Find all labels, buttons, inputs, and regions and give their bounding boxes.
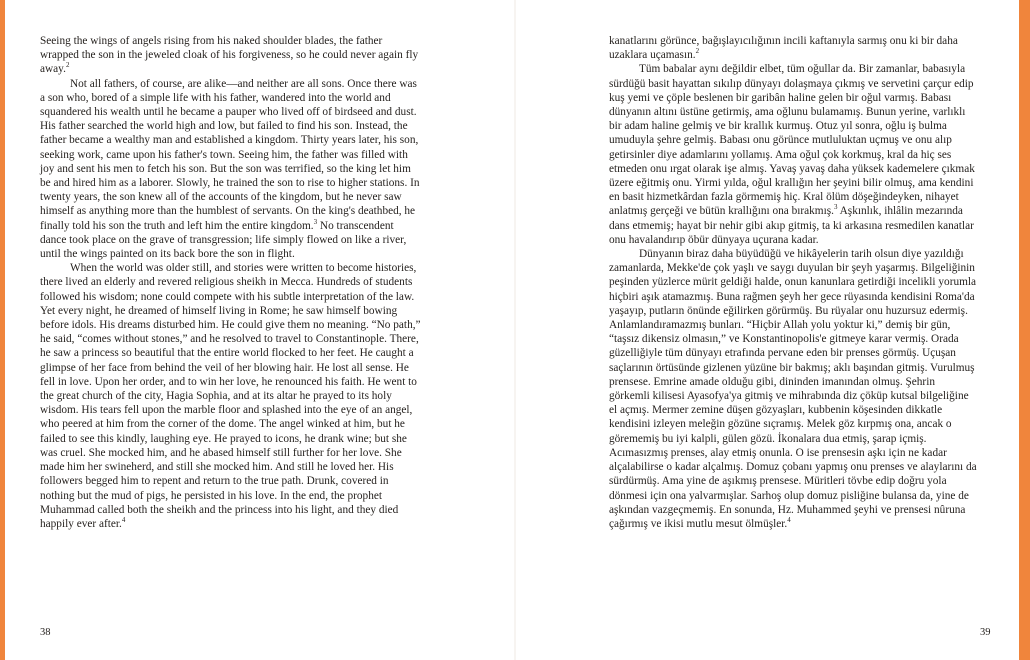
left-page-edge <box>0 0 5 660</box>
right-page-text <box>609 34 978 531</box>
right-paragraph-1: kanatlarını görünce, bağışlayıcılığının incili kaftanıyla sarmış onu ki bir daha uzaklara uçamasın.$^2$ <box>609 35 958 62</box>
page-gutter <box>514 0 516 660</box>
footnote-marker: 3 <box>833 203 838 212</box>
footnote-marker: 4 <box>121 516 126 525</box>
footnote-marker: 4 <box>787 516 791 525</box>
right-page-edge <box>1019 0 1030 660</box>
left-page-text <box>40 34 422 531</box>
left-paragraph-2: Not all fathers, of course, are alike—and neither are all sons. Once there was a son who, bored of a simple life with his father, wandered into the world and squandered his wealth until he became a pauper who lived off of birdseed and dust. His father searched the world high and low, but failed to find his son. Instead, the father became a wealthy man and established a kingdom. Thirty years later, his son, seeking work, came upon his father's town. Seeing him, the father was filled with joy and sent his men to fetch his son. But the son was terrified, so the king let him be and hired him as a laborer. Slowly, he trained the son to rise to higher stations. In twenty years, the son knew all of the accounts of the kingdom, but he never saw himself as anything more than the humblest of servants. On the king's deathbed, he finally told his son the truth and left him the entire kingdom.$^3$ No transcendent dance took place on the grave of transgression; life simply flowed on like a river, until the wings painted on its back bore the son in flight. <box>40 77 420 261</box>
right-paragraph-2: Tüm babalar aynı değildir elbet, tüm oğullar da. Bir zamanlar, babasıyla sürdüğü basit hayattan sıkılıp dünyayı dolaşmaya çıkmış ve servetini çarçur edip kuş yemi ve çöple beslenen bir garibân haline gelen bir oğul varmış. Babası dünyanın altını üstüne getirmiş, ama oğlunu bulamamış. Bunun yerine, varlıklı bir adam haline gelmiş ve bir krallık kurmuş. Otuz yıl sonra, oğlu iş bulma umuduyla şehre gelmiş. Babası onu görünce mutluluktan uçmuş ve onu alıp getirsinler diye adamlarını yollamış. Ama oğul çok korkmuş, kral da hiç ses etmeden onu ırgat olarak işe almış. Yavaş yavaş daha yüksek kademelere çıkmak üzere eğitmiş onu. Yirmi yılda, oğul krallığın her şeyini bilir olmuş, ama kendini en basit hizmetkârdan fazla görmemiş hiç. Kral ölüm döşeğindeyken, nihayet anlatmış gerçeği ve bütün krallığını ona bırakmış.$^3$ Aşkınlık, ihlâlin mezarında dans etmemiş; hayat bir nehir gibi akıp gitmiş, ta ki arkasına resmedilen kanatlar onu havalandırıp öbür dünyaya uçurana kadar. <box>609 63 975 246</box>
footnote-marker: 3 <box>313 217 318 226</box>
right-paragraph-3: Dünyanın biraz daha büyüdüğü ve hikâyelerin tarih olsun diye yazıldığı zamanlarda, Mekke'de çok yaşlı ve saygı duyulan bir şeyh yaşarmış. Bilgeliğinin peşinden yüzlerce mürit geldiği halde, onun kanunlara getirdiği incelikli yorumla hiçbiri aşık atamazmış. Buna rağmen şeyh her gece rüyasında kendisini Roma'da yaşayıp, putların önünde eğilirken görürmüş. Bu rüyalar onu huzursuz edermiş. Anlamlandıramazmış bunları. “Hiçbir Allah yolu yoktur ki,” demiş bir gün, “taşsız dikensiz olmasın,” ve Konstantinopolis'e gitmeye karar vermiş. Orada güzelliğiyle tüm dünyayı etrafında pervane eden bir prenses görmüş. Uçuşan saçlarının örtüsünde gizlenen yüzüne bir bakmış; aklı başından gitmiş. Vurulmuş prensese. Emrine amade olduğu gibi, dininden imanından olmuş. Şehrin görkemli kilisesi Ayasofya'ya gitmiş ve mihrabında diz çöküp kutsal bilgeliğine el açmış. Mermer zemine düşen gözyaşları, kubbenin köşesinden dikkatle kendisini izleyen meleğin gözüne sıçramış. Melek göz kırpmış ona, ancak o görememiş bu iyi kalpli, gülen gözü. İkonalara dua etmiş, şarap içmiş. Acımasızmış prenses, alay etmiş onunla. O ise prensesin aşkı için ne kadar alçalabilirse o kadar alçalmış. Domuz çobanı yapmış onu prenses ve alaylarını da sürdürmüş. Ama yine de aşıkmış prensese. Müritleri tövbe edip doğru yola dönmesi için ona yalvarmışlar. Sarhoş olup domuz pisliğine bulansa da, yine de aşkından vazgeçmemiş. En sonunda, Hz. Muhammed şeyhi ve prensesi nûruna çağırmış ve ikisi mutlu mesut ölmüşler.$^4$ <box>609 248 977 530</box>
left-paragraph-3: When the world was older still, and stories were written to become histories, there lived an elderly and revered religious sheikh in Mecca. Hundreds of students followed his wisdom; none could compete with his subtle interpretation of the law. Yet every night, he dreamed of himself living in Rome; he saw himself bowing before idols. His dreams disturbed him. He could give them no meaning. “No path,” he said, “comes without stones,” and he resolved to travel to Constantinople. There, he saw a princess so beautiful that the entire world flocked to her feet. He caught a glimpse of her face from behind the veil of her blowing hair. He lost all sense. He fell in love. Upon her order, and to win her love, he renounced his faith. He went to the great church of the city, Hagia Sophia, and at its altar he prayed to its holy wisdom. His tears fell upon the marble floor and splashed into the eye of an angel, who peered at him from the corner of the dome. The angel winked at him, but he failed to see this kindly, laughing eye. He prayed to icons, he drank wine; but she was cruel. She mocked him, and he abased himself still further for her love. She made him her swineherd, and still she mocked him. And still he loved her. His followers begged him to repent and return to the true path. Drunk, covered in nothing but the mud of pigs, he persisted in his love. In the end, the prophet Muhammad called both the sheikh and the princess into his light, and they died happily ever after.$^4$ <box>40 262 421 530</box>
left-page-number: 38 <box>40 627 51 638</box>
footnote-marker: 2 <box>65 61 70 70</box>
footnote-marker: 2 <box>695 47 700 56</box>
right-page-number: 39 <box>980 627 991 638</box>
left-paragraph-1: Seeing the wings of angels rising from his naked shoulder blades, the father wrapped the son in the jeweled cloak of his forgiveness, so he could never again fly away.$^2$ <box>40 35 419 76</box>
